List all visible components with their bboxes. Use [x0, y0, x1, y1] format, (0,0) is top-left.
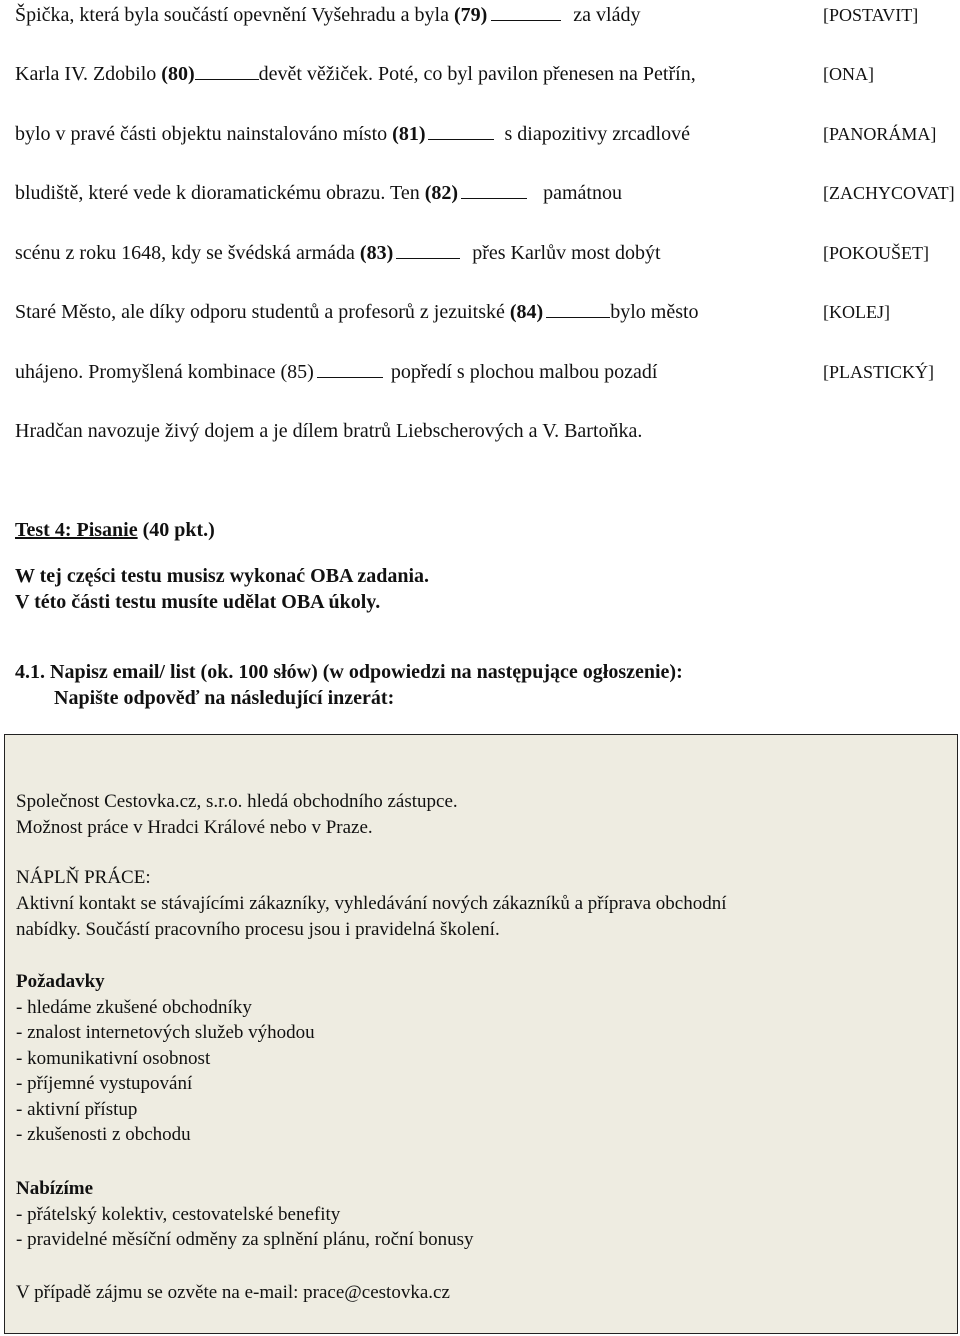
ad-requirement-item: - příjemné vystupování [16, 1073, 193, 1094]
exercise-line-81 [15, 122, 955, 146]
line-text: Staré Město, ale díky odporu studentů a profesorů z jezuitské [15, 301, 510, 323]
answer-blank[interactable] [396, 257, 460, 259]
answer-blank[interactable] [491, 19, 561, 21]
ad-job-content-title: NÁPLŇ PRÁCE: [16, 867, 151, 888]
line-text: přes Karlův most dobýt [472, 242, 661, 264]
ad-job-content-text: nabídky. Součástí pracovního procesu jsou i pravidelná školení. [16, 919, 500, 940]
ad-requirement-item: - znalost internetových služeb výhodou [16, 1022, 315, 1043]
gap-number: (80) [161, 63, 195, 85]
ad-requirement-item: - zkušenosti z obchodu [16, 1124, 191, 1145]
exercise-line-84 [15, 300, 955, 324]
ad-company-line: Společnost Cestovka.cz, s.r.o. hledá obchodního zástupce. [16, 791, 458, 812]
ad-offer-item: - přátelský kolektiv, cestovatelské benefity [16, 1204, 341, 1225]
ad-requirement-item: - komunikativní osobnost [16, 1048, 211, 1069]
line-text: Karla IV. Zdobilo [15, 63, 162, 85]
line-text: Špička, která byla součástí opevnění Vyšehradu a byla [15, 4, 454, 26]
line-text: bylo město [610, 301, 699, 323]
gap-number: (79) [453, 4, 488, 26]
keyword-hint: [ZACHYCOVAT] [823, 183, 955, 203]
line-text: popředí s plochou malbou pozadí [390, 361, 658, 383]
answer-blank[interactable] [317, 376, 383, 378]
exercise-line-83 [15, 241, 955, 265]
job-advertisement-box [4, 734, 958, 1334]
keyword-hint: [POKOUŠET] [823, 243, 929, 263]
instruction-czech: V této části testu musíte udělat OBA úkoly. [15, 591, 381, 613]
ad-location-line: Možnost práce v Hradci Králové nebo v Praze. [16, 817, 373, 838]
task-prompt-czech: Napište odpověď na následující inzerát: [54, 687, 395, 709]
exercise-line-85 [15, 360, 955, 384]
ad-offer-title: Nabízíme [16, 1178, 94, 1199]
instruction-polish: W tej części testu musisz wykonać OBA zadania. [15, 565, 430, 587]
ad-offer-item: - pravidelné měsíční odměny za splnění plánu, roční bonusy [16, 1229, 474, 1250]
line-text: uhájeno. Promyšlená kombinace [15, 361, 281, 383]
line-text: památnou [543, 182, 622, 204]
gap-number: (81) [392, 123, 426, 145]
test4-title: Test 4: Pisanie [15, 519, 138, 541]
ad-requirements-title: Požadavky [16, 971, 105, 992]
ad-job-content-text: Aktivní kontakt se stávajícími zákazníky, vyhledávání nových zákazníků a příprava obchodní [16, 893, 727, 914]
test4-points: (40 pkt.) [137, 519, 215, 541]
exercise-line-82 [15, 181, 955, 205]
keyword-hint: [POSTAVIT] [823, 5, 919, 25]
ad-contact-line: V případě zájmu se ozvěte na e-mail: prace@cestovka.cz [16, 1282, 450, 1303]
answer-blank[interactable] [546, 316, 610, 318]
line-text: scénu z roku 1648, kdy se švédská armáda [15, 242, 360, 264]
answer-blank[interactable] [195, 78, 259, 80]
ad-requirement-item: - hledáme zkušené obchodníky [16, 997, 252, 1018]
answer-blank[interactable] [461, 197, 527, 199]
line-text: s diapozitivy zrcadlové [504, 123, 690, 145]
line-text: bylo v pravé části objektu nainstalováno místo [15, 123, 393, 145]
line-text: za vlády [573, 4, 641, 26]
line-text: bludiště, které vede k dioramatickému obrazu. Ten [15, 182, 425, 204]
task-prompt-polish: 4.1. Napisz email/ list (ok. 100 słów) (w odpowiedzi na następujące ogłoszenie): [15, 661, 683, 683]
answer-blank[interactable] [428, 138, 494, 140]
line-text: devět věžiček. Poté, co byl pavilon přenesen na Petřín, [258, 63, 696, 85]
exercise-line-80 [15, 62, 955, 86]
gap-number: (85) [280, 361, 314, 383]
ad-requirement-item: - aktivní přístup [16, 1099, 138, 1120]
gap-number: (83) [359, 242, 394, 264]
gap-number: (82) [424, 182, 459, 204]
test4-heading [15, 518, 955, 542]
keyword-hint: [KOLEJ] [823, 302, 890, 322]
exercise-closing-line: Hradčan navozuje živý dojem a je dílem bratrů Liebscherových a V. Bartoňka. [15, 420, 643, 442]
keyword-hint: [ONA] [823, 64, 874, 84]
keyword-hint: [PANORÁMA] [823, 124, 937, 144]
keyword-hint: [PLASTICKÝ] [823, 362, 934, 382]
gap-number: (84) [509, 301, 544, 323]
exercise-line-79 [15, 3, 955, 27]
